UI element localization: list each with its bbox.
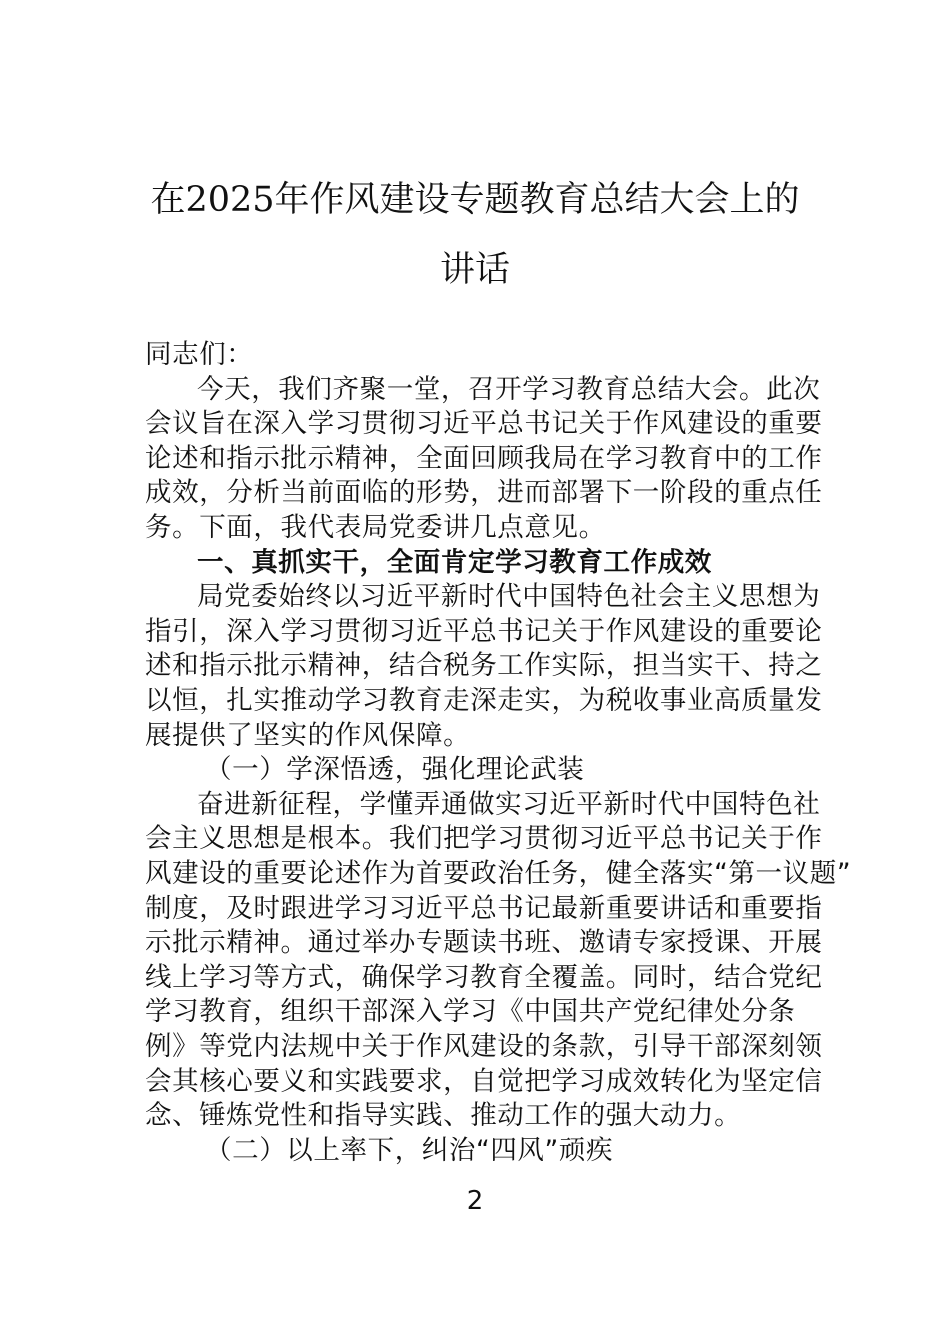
paragraph-line: 奋进新征程，学懂弄通做实习近平新时代中国特色社 (197, 788, 821, 820)
paragraph-line: 会其核心要义和实践要求，自觉把学习成效转化为坚定信 (145, 1065, 823, 1097)
section-heading: 一、真抓实干，全面肯定学习教育工作成效 (197, 546, 712, 578)
paragraph-line: 示批示精神。通过举办专题读书班、邀请专家授课、开展 (145, 927, 823, 959)
subsection-heading: （一）学深悟透，强化理论武装 (205, 754, 585, 786)
paragraph-line: 指引，深入学习贯彻习近平总书记关于作风建设的重要论 (145, 615, 823, 647)
paragraph-line: 会议旨在深入学习贯彻习近平总书记关于作风建设的重要 (145, 408, 823, 440)
paragraph-line: 今天，我们齐聚一堂，召开学习教育总结大会。此次 (197, 373, 821, 405)
paragraph-line: 线上学习等方式，确保学习教育全覆盖。同时，结合党纪 (145, 961, 823, 993)
page-number: 2 (466, 1186, 484, 1216)
paragraph-line: 论述和指示批示精神，全面回顾我局在学习教育中的工作 (145, 442, 823, 474)
paragraph-line: 局党委始终以习近平新时代中国特色社会主义思想为 (197, 581, 821, 613)
paragraph-line: 务。下面，我代表局党委讲几点意见。 (145, 512, 606, 543)
paragraph-line: 会主义思想是根本。我们把学习贯彻习近平总书记关于作 (145, 823, 823, 855)
paragraph-line: 展提供了坚实的作风保障。 (145, 719, 471, 751)
paragraph-line: 制度，及时跟进学习习近平总书记最新重要讲话和重要指 (145, 892, 823, 924)
paragraph-line: 成效，分析当前面临的形势，进而部署下一阶段的重点任 (145, 477, 823, 509)
document-title-line-1: 在2025年作风建设专题教育总结大会上的 (150, 180, 800, 220)
paragraph-line: 述和指示批示精神，结合税务工作实际，担当实干、持之 (145, 650, 823, 682)
paragraph-line: 念、锤炼党性和指导实践、推动工作的强大动力。 (145, 1100, 742, 1132)
paragraph-line: 风建设的重要论述作为首要政治任务，健全落实“第一议题” (145, 858, 852, 889)
paragraph-line: 以恒，扎实推动学习教育走深走实，为税收事业高质量发 (145, 685, 823, 716)
subsection-heading: （二）以上率下，纠治“四风”顽疾 (205, 1134, 614, 1166)
paragraph-line: 学习教育，组织干部深入学习《中国共产党纪律处分条 (145, 996, 796, 1028)
paragraph-line: 例》等党内法规中关于作风建设的条款，引导干部深刻领 (145, 1031, 823, 1062)
document-title-line-2: 讲话 (439, 250, 510, 290)
paragraph-line: 同志们： (145, 339, 254, 370)
